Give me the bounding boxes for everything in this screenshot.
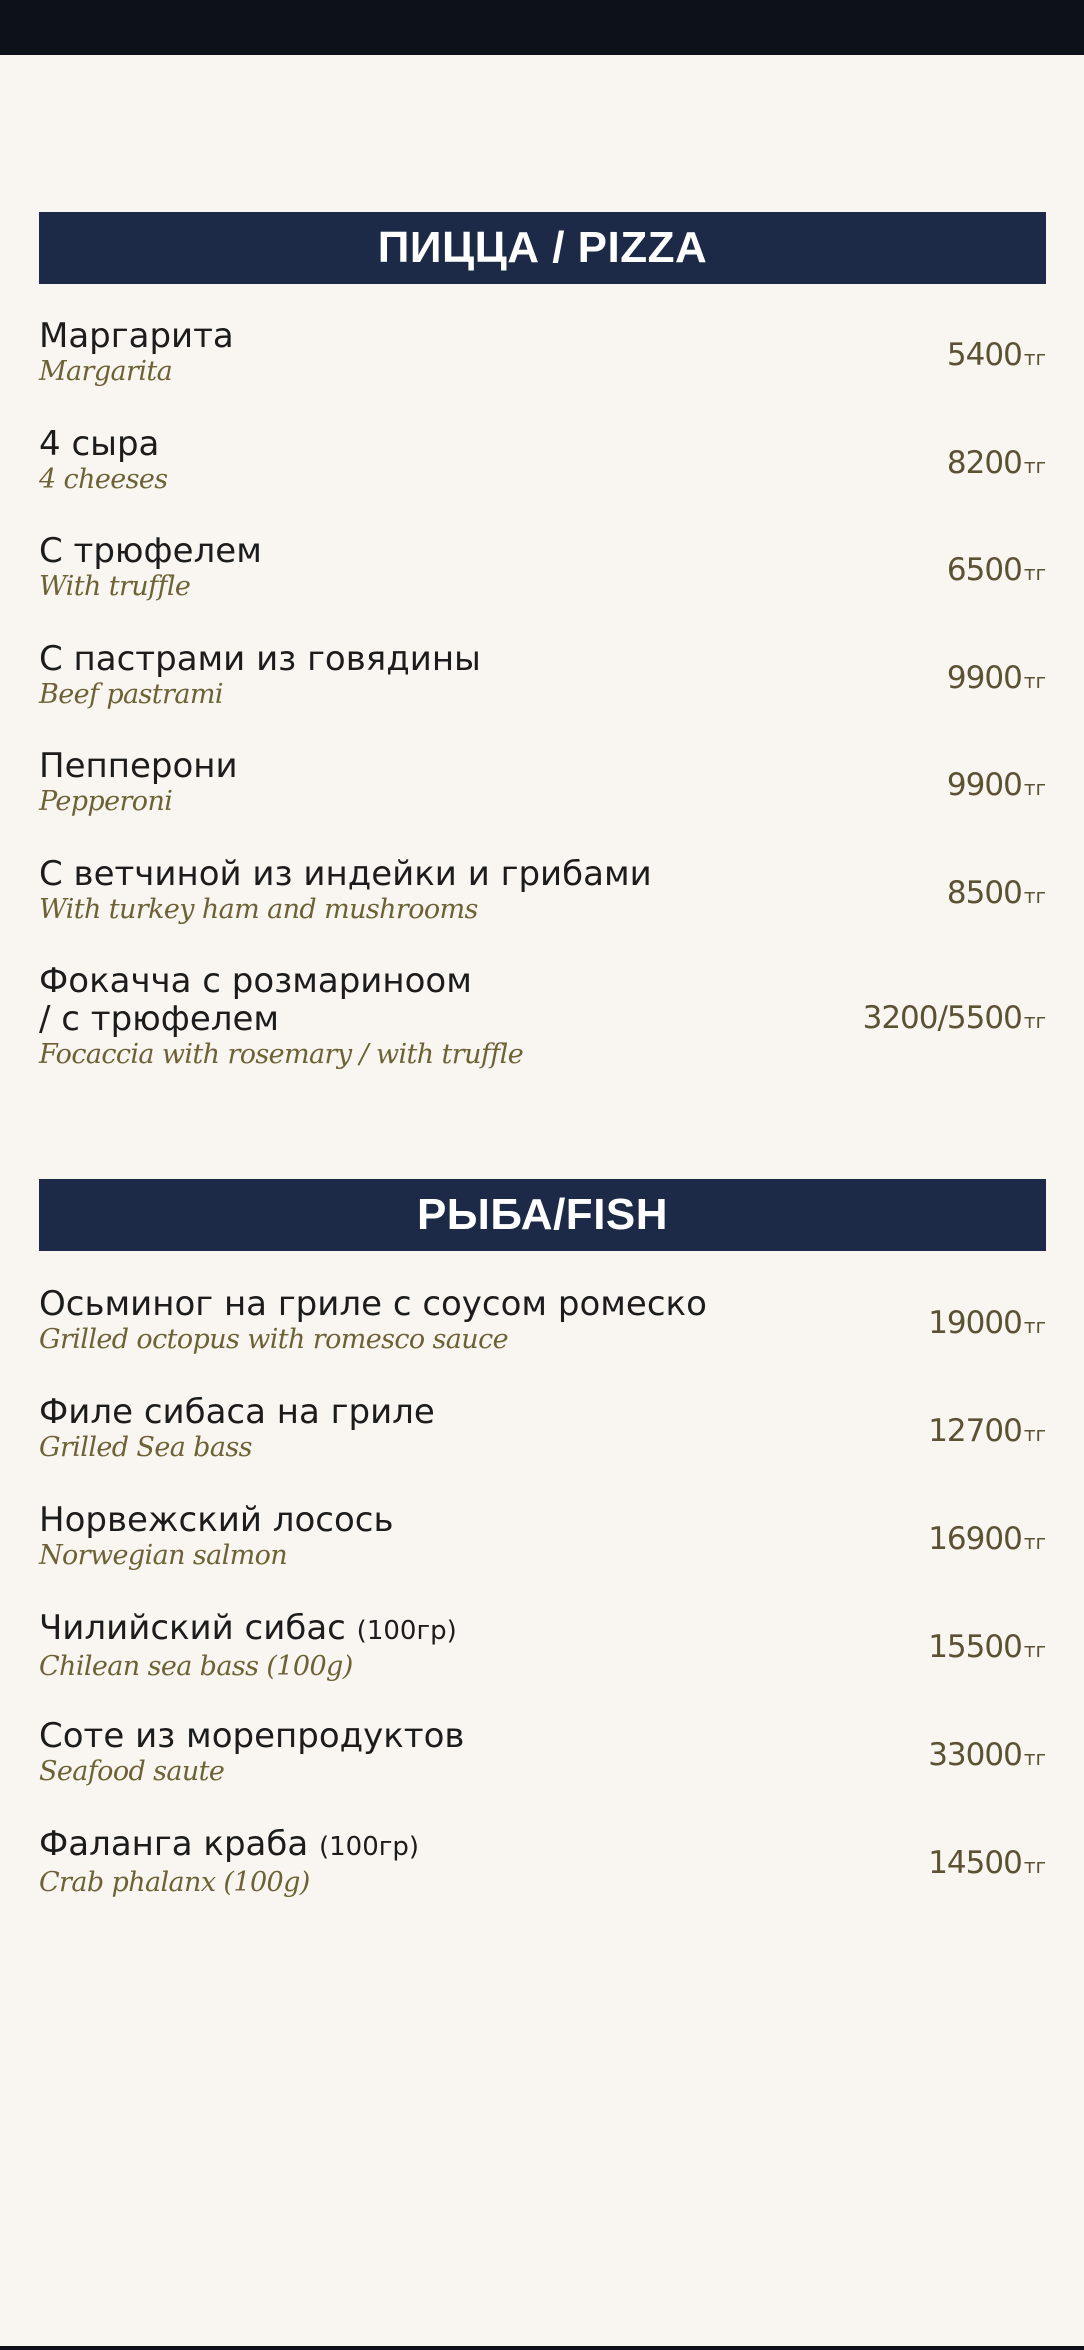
- item-price: [928, 1737, 1046, 1773]
- currency: тг: [1023, 1530, 1046, 1554]
- currency: тг: [1023, 1314, 1046, 1338]
- item-title: С ветчиной из индейки и грибами: [39, 854, 652, 894]
- price-value: 15500: [928, 1629, 1022, 1665]
- item-title-text: Чилийский сибас: [39, 1608, 346, 1648]
- list-item: [39, 855, 1046, 927]
- list-item: [39, 1825, 1046, 1900]
- item-subtitle: Pepperoni: [39, 786, 173, 817]
- item-subtitle: Focaccia with rosemary / with truffle: [39, 1039, 524, 1070]
- section-header-pizza: ПИЦЦА / PIZZA: [39, 212, 1046, 284]
- currency: тг: [1023, 454, 1046, 478]
- price-value: 14500: [928, 1845, 1022, 1881]
- price-value: 8200: [946, 445, 1022, 481]
- price-value: 33000: [928, 1737, 1022, 1773]
- item-title: Фокачча с розмариноом / с трюфелем: [39, 961, 472, 1039]
- item-price: [928, 1305, 1046, 1341]
- price-value: 16900: [928, 1521, 1022, 1557]
- currency: тг: [1023, 1854, 1046, 1878]
- item-title: С трюфелем: [39, 531, 262, 571]
- item-subtitle: Seafood saute: [39, 1756, 225, 1787]
- item-price: [928, 1629, 1046, 1665]
- item-title: Осьминог на гриле с соусом ромеско: [39, 1284, 707, 1324]
- item-price: [947, 660, 1046, 696]
- item-subtitle: With turkey ham and mushrooms: [39, 894, 478, 925]
- list-item: [39, 532, 1046, 604]
- price-value: 3200/5500: [862, 1000, 1022, 1036]
- item-price: [947, 552, 1046, 588]
- portion-size: (100гр): [318, 1832, 420, 1862]
- currency: тг: [1023, 1422, 1046, 1446]
- list-item: [39, 747, 1046, 819]
- currency: тг: [1023, 776, 1046, 800]
- item-title: С пастрами из говядины: [39, 639, 481, 679]
- section-header-fish: РЫБА/FISH: [39, 1179, 1046, 1251]
- item-title: [39, 1825, 799, 1866]
- item-title: Норвежский лосось: [39, 1500, 394, 1540]
- item-title: Маргарита: [39, 316, 234, 356]
- price-value: 6500: [946, 552, 1022, 588]
- status-bar: [0, 0, 1084, 55]
- list-item: [39, 425, 1046, 497]
- currency: тг: [1023, 669, 1046, 693]
- item-subtitle: Margarita: [39, 356, 173, 387]
- currency: тг: [1023, 346, 1046, 370]
- currency: тг: [1023, 884, 1046, 908]
- price-value: 9900: [946, 767, 1022, 803]
- list-item: [39, 1393, 1046, 1465]
- item-subtitle: With truffle: [39, 571, 191, 602]
- list-item: [39, 1501, 1046, 1573]
- item-subtitle: Chilean sea bass (100g): [39, 1651, 353, 1682]
- item-title: 4 сыра: [39, 424, 160, 464]
- list-item: [39, 317, 1046, 389]
- list-item: [39, 640, 1046, 712]
- item-price: [863, 1000, 1046, 1036]
- currency: тг: [1023, 561, 1046, 585]
- bottom-edge: [0, 2346, 1084, 2350]
- item-price: [947, 875, 1046, 911]
- price-value: 19000: [928, 1305, 1022, 1341]
- item-price: [928, 1413, 1046, 1449]
- item-subtitle: Grilled Sea bass: [39, 1432, 252, 1463]
- item-price: [947, 337, 1046, 373]
- item-price: [928, 1845, 1046, 1881]
- list-item: [39, 1285, 1046, 1357]
- item-subtitle: Norwegian salmon: [39, 1540, 288, 1571]
- item-subtitle: Crab phalanx (100g): [39, 1867, 310, 1898]
- list-item: [39, 1609, 1046, 1684]
- item-subtitle: Beef pastrami: [39, 679, 223, 710]
- item-subtitle: 4 cheeses: [39, 464, 168, 495]
- list-item: [39, 962, 1046, 1072]
- price-value: 12700: [928, 1413, 1022, 1449]
- currency: тг: [1023, 1746, 1046, 1770]
- item-title-text: Фаланга краба: [39, 1824, 309, 1864]
- currency: тг: [1023, 1009, 1046, 1033]
- item-subtitle: Grilled octopus with romesco sauce: [39, 1324, 508, 1355]
- item-price: [928, 1521, 1046, 1557]
- price-value: 5400: [946, 337, 1022, 373]
- price-value: 9900: [946, 660, 1022, 696]
- portion-size: (100гр): [356, 1616, 457, 1646]
- item-title: Филе сибаса на гриле: [39, 1392, 435, 1432]
- item-price: [947, 767, 1046, 803]
- currency: тг: [1023, 1638, 1046, 1662]
- item-price: [947, 445, 1046, 481]
- item-title: [39, 1609, 799, 1650]
- price-value: 8500: [946, 875, 1022, 911]
- item-title: Соте из морепродуктов: [39, 1716, 465, 1756]
- item-title: Пепперони: [39, 746, 238, 786]
- list-item: [39, 1717, 1046, 1789]
